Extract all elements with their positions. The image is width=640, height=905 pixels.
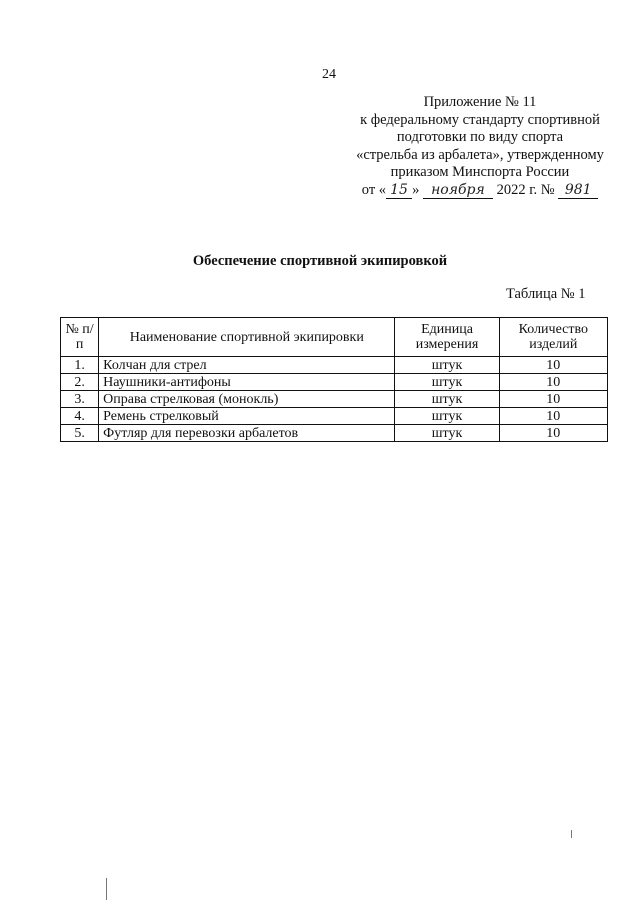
- row-name: Футляр для перевозки арбалетов: [99, 425, 395, 442]
- row-unit: штук: [395, 374, 499, 391]
- handwritten-month: ноября: [423, 183, 493, 199]
- row-num: 1.: [61, 357, 99, 374]
- row-num: 4.: [61, 408, 99, 425]
- table-row: [61, 374, 608, 391]
- row-qty: 10: [499, 374, 607, 391]
- row-name: Ремень стрелковый: [99, 408, 395, 425]
- row-num: 5.: [61, 425, 99, 442]
- row-qty: 10: [499, 357, 607, 374]
- header-num: № п/п: [61, 318, 99, 357]
- appendix-line-1: Приложение № 11: [423, 94, 537, 110]
- handwritten-order-number: 981: [558, 183, 598, 199]
- table-row: [61, 408, 608, 425]
- table-row: [61, 425, 608, 442]
- row-name: Наушники-антифоны: [99, 374, 395, 391]
- header-unit: Единица измерения: [395, 318, 499, 357]
- row-qty: 10: [499, 391, 607, 408]
- row-qty: 10: [499, 408, 607, 425]
- date-year: 2022 г. №: [496, 181, 555, 198]
- handwritten-day: 15: [386, 183, 412, 199]
- page-number: 24: [322, 67, 336, 82]
- row-unit: штук: [395, 357, 499, 374]
- appendix-line-4: «стрельба из арбалета», утвержденному: [356, 146, 604, 163]
- scan-artifact: [106, 878, 107, 900]
- table-label: Таблица № 1: [506, 286, 586, 302]
- row-unit: штук: [395, 408, 499, 425]
- row-unit: штук: [395, 425, 499, 442]
- section-title: Обеспечение спортивной экипировкой: [192, 253, 448, 269]
- row-num: 2.: [61, 374, 99, 391]
- order-date-line: [330, 182, 630, 200]
- scan-artifact: [571, 830, 572, 838]
- appendix-header: [330, 94, 630, 200]
- table-row: [61, 357, 608, 374]
- header-name: Наименование спортивной экипировки: [99, 318, 395, 357]
- equipment-table: [60, 317, 608, 442]
- row-unit: штук: [395, 391, 499, 408]
- appendix-line-5: приказом Минспорта России: [390, 164, 570, 181]
- appendix-line-3: подготовки по виду спорта: [396, 129, 564, 146]
- row-name: Оправа стрелковая (монокль): [99, 391, 395, 408]
- row-num: 3.: [61, 391, 99, 408]
- header-qty: Количество изделий: [499, 318, 607, 357]
- row-qty: 10: [499, 425, 607, 442]
- date-prefix: от «: [361, 181, 387, 198]
- table-row: [61, 391, 608, 408]
- date-quote-close: »: [412, 181, 420, 198]
- row-name: Колчан для стрел: [99, 357, 395, 374]
- table-header-row: [61, 318, 608, 357]
- appendix-line-2: к федеральному стандарту спортивной: [360, 111, 600, 128]
